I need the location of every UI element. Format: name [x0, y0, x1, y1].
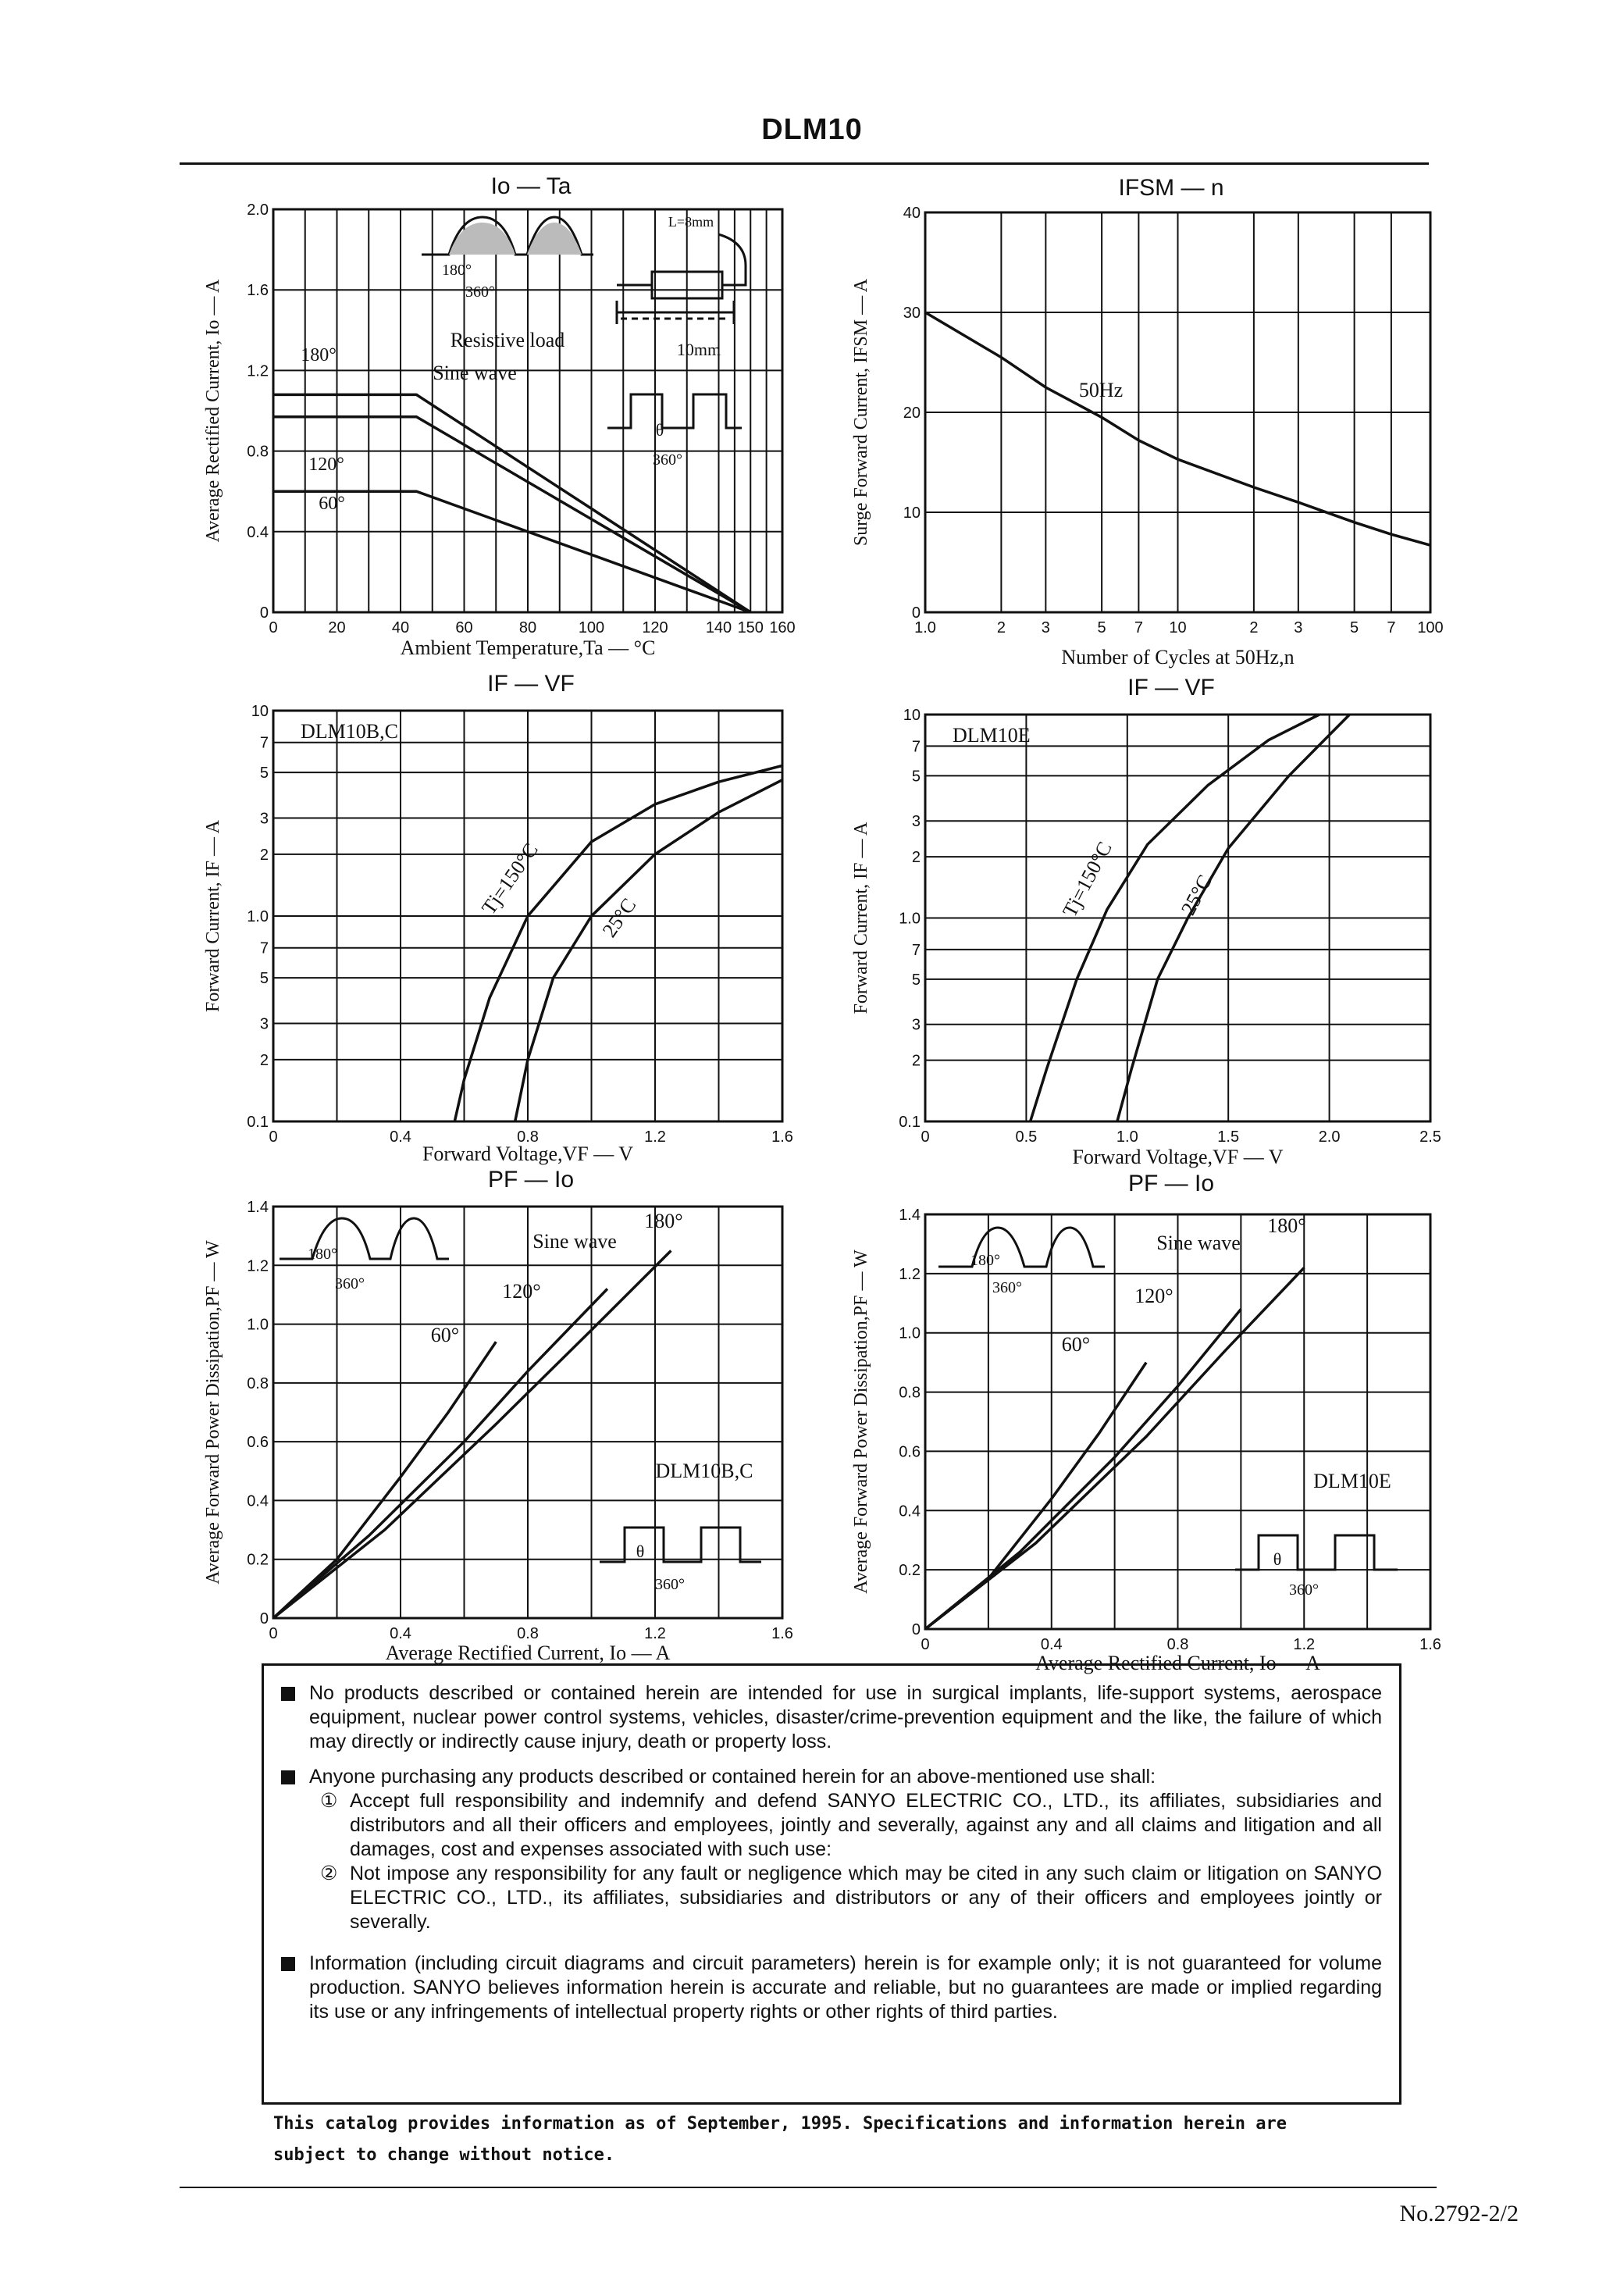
io-ta-chart	[273, 209, 782, 612]
notice-subitem	[281, 1862, 1382, 1934]
if-vf-e-y-tick-label: 7	[911, 941, 921, 959]
pf-io-bc-y-axis-label: Average Forward Power Dissipation,PF — W	[203, 1240, 223, 1585]
if-vf-bc-y-axis-label: Forward Current, IF — A	[203, 820, 223, 1012]
pf-io-bc-annotation: θ	[636, 1542, 645, 1561]
pf-io-bc-annotation: 120°	[502, 1280, 541, 1303]
pf-io-bc-title: PF — Io	[487, 1167, 575, 1192]
pf-io-e-x-tick-label: 0	[921, 1636, 930, 1653]
pf-io-bc-annotation: 60°	[430, 1324, 460, 1346]
pf-io-bc-y-tick-label: 1.0	[247, 1316, 269, 1334]
io-ta-x-tick-label: 60	[455, 619, 473, 636]
io-ta-y-tick-label: 1.6	[247, 282, 269, 300]
io-ta-y-axis-label: Average Rectified Current, Io — A	[203, 279, 223, 543]
pf-io-bc-y-tick-label: 0.4	[247, 1492, 269, 1510]
ifsm-n-x-tick-label: 1.0	[914, 619, 936, 636]
pf-io-bc-annotation: Sine wave	[532, 1230, 617, 1253]
notice-text: Not impose any responsibility for any fault or negligence which may be cited in any such claim or litigation on SANYO ELECTRIC CO., LTD., its affiliates, subsidiaries and distributors or any of their officers and employees jointly or severally.	[350, 1863, 1382, 1933]
io-ta-x-tick-label: 80	[518, 619, 537, 636]
ifsm-n-y-tick-label: 0	[911, 604, 921, 622]
if-vf-bc-x-axis-label: Forward Voltage,VF — V	[422, 1143, 634, 1165]
pf-io-e-x-tick-label: 1.6	[1419, 1636, 1441, 1653]
if-vf-e-y-tick-label: 0.1	[899, 1114, 921, 1131]
if-vf-bc-x-tick-label: 1.6	[771, 1128, 793, 1146]
pf-io-bc-inset	[280, 1218, 761, 1562]
pf-io-e-y-tick-label: 0.2	[899, 1562, 921, 1580]
io-ta-y-tick-label: 0	[259, 604, 269, 622]
circled-number: ①	[320, 1790, 338, 1812]
notice-text: Information (including circuit diagrams and circuit parameters) herein is for example only; it is not guaranteed for volume production. SANYO believes information herein is accurate and reliable, but no guarantees are made or implied regarding its use or any infringements of intellectual property rights or other rights of third parties.	[309, 1952, 1382, 2023]
ifsm-n-chart	[925, 212, 1430, 612]
ifsm-n-x-axis-label: Number of Cycles at 50Hz,n	[1061, 646, 1295, 668]
page-number: No.2792-2/2	[1399, 2201, 1519, 2226]
pf-io-bc-annotation: 180°	[644, 1210, 683, 1232]
pf-io-e-x-tick-label: 1.2	[1293, 1636, 1316, 1653]
if-vf-e-y-tick-label: 2	[911, 849, 921, 867]
pf-io-bc-x-axis-label: Average Rectified Current, Io — A	[385, 1642, 671, 1664]
notice-paragraph	[281, 1765, 1382, 1789]
if-vf-e-series-label: Tj=150°C	[1058, 838, 1116, 921]
if-vf-bc-y-tick-label: 5	[259, 970, 269, 988]
io-ta-y-tick-label: 1.2	[247, 362, 269, 380]
if-vf-bc-chart	[273, 711, 782, 1121]
catalog-line: This catalog provides information as of September, 1995. Specifications and information herein are	[273, 2114, 1287, 2134]
ifsm-n-x-tick-label: 10	[1169, 619, 1187, 636]
if-vf-e-series-label: 25°C	[1177, 871, 1216, 919]
io-ta-x-tick-label: 0	[269, 619, 278, 636]
catalog-notice	[273, 2109, 1366, 2171]
if-vf-e-title: IF — VF	[1127, 675, 1215, 701]
ifsm-n-x-tick-label: 3	[1294, 619, 1303, 636]
if-vf-e-y-tick-label: 10	[903, 707, 921, 724]
ifsm-n-y-tick-label: 20	[903, 405, 921, 422]
if-vf-e-x-axis-label: Forward Voltage,VF — V	[1072, 1146, 1284, 1168]
ifsm-n-x-tick-label: 7	[1134, 619, 1143, 636]
bullet-icon	[281, 1957, 295, 1971]
if-vf-bc-series-label: 25°C	[597, 893, 641, 942]
if-vf-e-y-tick-label: 7	[911, 738, 921, 756]
if-vf-bc-y-tick-label: 2	[259, 1051, 269, 1069]
pf-io-bc-y-tick-label: 0.6	[247, 1434, 269, 1452]
io-ta-annotation: Sine wave	[433, 362, 517, 384]
if-vf-e-y-tick-label: 5	[911, 971, 921, 989]
pf-io-e-annotation: Sine wave	[1156, 1232, 1241, 1254]
if-vf-bc-x-tick-label: 0	[269, 1128, 278, 1146]
if-vf-bc-x-tick-label: 1.2	[644, 1128, 666, 1146]
if-vf-e-y-axis-label: Forward Current, IF — A	[851, 822, 871, 1014]
io-ta-annotation: 180°	[301, 345, 337, 365]
pf-io-e-x-axis-label: Average Rectified Current, Io — A	[1035, 1652, 1320, 1674]
document-title: DLM10	[761, 113, 863, 146]
io-ta-x-tick-label: 40	[391, 619, 410, 636]
pf-io-e-subtitle: DLM10E	[1313, 1470, 1391, 1492]
bullet-icon	[281, 1770, 295, 1784]
if-vf-bc-y-tick-label: 3	[259, 1015, 269, 1033]
pf-io-bc-annotation: 180°	[308, 1246, 337, 1263]
if-vf-bc-subtitle: DLM10B,C	[301, 720, 398, 743]
io-ta-annotation: 180°	[442, 262, 472, 279]
notice-text: No products described or contained herein are intended for use in surgical implants, life-support systems, aerospace equipment, nuclear power control systems, vehicles, disaster/crime-prevention equipment and the like, the failure of which may directly or indirectly cause injury, death or property loss.	[309, 1682, 1382, 1752]
pf-io-e-y-tick-label: 0.8	[899, 1384, 921, 1402]
pf-io-e-series-line	[925, 1363, 1146, 1629]
ifsm-n-x-tick-label: 3	[1041, 619, 1050, 636]
pf-io-e-y-tick-label: 1.0	[899, 1324, 921, 1342]
io-ta-title: Io — Ta	[490, 173, 572, 199]
if-vf-e-y-tick-label: 3	[911, 1016, 921, 1034]
io-ta-x-tick-label: 150	[737, 619, 764, 636]
pf-io-bc-y-tick-label: 1.4	[247, 1199, 269, 1216]
pf-io-e-annotation: θ	[1273, 1549, 1282, 1569]
if-vf-e-x-tick-label: 2.0	[1318, 1128, 1341, 1146]
io-ta-x-tick-label: 140	[705, 619, 732, 636]
pf-io-bc-x-tick-label: 0.8	[517, 1625, 539, 1642]
pf-io-e-series-line	[925, 1309, 1241, 1629]
io-ta-inset-package	[617, 234, 746, 324]
io-ta-annotation: 60°	[319, 494, 345, 514]
if-vf-bc-y-tick-label: 7	[259, 734, 269, 752]
ifsm-n-x-tick-label: 2	[996, 619, 1006, 636]
ifsm-n-x-tick-label: 100	[1417, 619, 1444, 636]
catalog-line: subject to change without notice.	[273, 2145, 615, 2165]
io-ta-x-tick-label: 20	[328, 619, 346, 636]
ifsm-n-y-tick-label: 40	[903, 205, 921, 222]
io-ta-annotation: θ	[655, 420, 664, 440]
ifsm-n-annotation: 50Hz	[1078, 379, 1124, 401]
if-vf-e-x-tick-label: 2.5	[1419, 1128, 1441, 1146]
io-ta-series-line	[273, 417, 750, 612]
if-vf-bc-y-tick-label: 2	[259, 846, 269, 864]
if-vf-e-chart	[925, 715, 1430, 1121]
circled-number: ②	[320, 1863, 338, 1884]
pf-io-e-annotation: 120°	[1134, 1285, 1173, 1307]
pf-io-bc-y-tick-label: 0.2	[247, 1551, 269, 1569]
ifsm-n-y-tick-label: 10	[903, 504, 921, 522]
pf-io-e-y-tick-label: 0.4	[899, 1503, 921, 1520]
pf-io-e-annotation: 180°	[1267, 1214, 1306, 1237]
if-vf-bc-y-tick-label: 7	[259, 939, 269, 957]
io-ta-annotation: 360°	[465, 283, 495, 301]
if-vf-e-y-tick-label: 1.0	[899, 910, 921, 928]
pf-io-e-x-tick-label: 0.4	[1040, 1636, 1063, 1653]
if-vf-bc-y-tick-label: 1.0	[247, 908, 269, 925]
io-ta-annotation: 10mm	[676, 340, 721, 359]
io-ta-x-tick-label: 120	[642, 619, 668, 636]
io-ta-annotation: 120°	[308, 455, 344, 475]
if-vf-bc-x-tick-label: 0.4	[390, 1128, 411, 1146]
ifsm-n-y-axis-label: Surge Forward Current, IFSM — A	[851, 278, 871, 547]
io-ta-annotation: 360°	[653, 451, 682, 469]
ifsm-n-x-tick-label: 5	[1350, 619, 1359, 636]
ifsm-n-x-tick-label: 7	[1387, 619, 1396, 636]
io-ta-x-tick-label: 160	[769, 619, 796, 636]
pf-io-e-annotation: 360°	[992, 1279, 1022, 1296]
if-vf-bc-y-tick-label: 10	[251, 703, 269, 720]
if-vf-bc-x-tick-label: 0.8	[517, 1128, 539, 1146]
pf-io-e-annotation: 60°	[1061, 1333, 1091, 1356]
io-ta-x-tick-label: 100	[578, 619, 605, 636]
pf-io-bc-annotation: 360°	[335, 1275, 365, 1292]
ifsm-n-x-tick-label: 2	[1249, 619, 1259, 636]
if-vf-bc-series-label: Tj=150°C	[477, 839, 543, 919]
if-vf-bc-title: IF — VF	[487, 671, 575, 697]
pf-io-e-y-tick-label: 1.4	[899, 1207, 921, 1224]
if-vf-bc-series-line	[515, 780, 782, 1121]
pf-io-e-y-axis-label: Average Forward Power Dissipation,PF — W	[851, 1250, 871, 1594]
if-vf-bc-y-tick-label: 3	[259, 810, 269, 828]
if-vf-e-x-tick-label: 0	[921, 1128, 930, 1146]
io-ta-y-tick-label: 2.0	[247, 201, 269, 219]
if-vf-e-y-tick-label: 5	[911, 768, 921, 786]
pf-io-e-y-tick-label: 0	[911, 1621, 921, 1638]
pf-io-e-annotation: 360°	[1289, 1581, 1319, 1599]
pf-io-bc-subtitle: DLM10B,C	[655, 1460, 753, 1482]
pf-io-e-chart	[925, 1214, 1430, 1629]
ifsm-n-y-tick-label: 30	[903, 305, 921, 322]
notice-paragraph	[281, 1681, 1382, 1754]
pf-io-e-title: PF — Io	[1127, 1171, 1215, 1196]
io-ta-y-tick-label: 0.4	[247, 523, 269, 541]
if-vf-e-x-tick-label: 1.0	[1116, 1128, 1138, 1146]
ifsm-n-title: IFSM — n	[1118, 175, 1224, 201]
notice-text: Anyone purchasing any products described or contained herein for an above-mentioned use shall:	[309, 1766, 1156, 1788]
io-ta-x-axis-label: Ambient Temperature,Ta — °C	[400, 636, 656, 659]
pf-io-bc-x-tick-label: 0	[269, 1625, 278, 1642]
pf-io-e-y-tick-label: 0.6	[899, 1443, 921, 1461]
notice-subitem	[281, 1789, 1382, 1862]
ifsm-n-x-tick-label: 5	[1097, 619, 1106, 636]
if-vf-bc-series-line	[454, 765, 782, 1121]
pf-io-e-y-tick-label: 1.2	[899, 1265, 921, 1283]
pf-io-bc-y-tick-label: 0.8	[247, 1374, 269, 1392]
pf-io-bc-x-tick-label: 0.4	[390, 1625, 411, 1642]
footer-rule	[180, 2187, 1437, 2188]
if-vf-e-y-tick-label: 2	[911, 1052, 921, 1070]
pf-io-bc-x-tick-label: 1.6	[771, 1625, 793, 1642]
if-vf-e-x-tick-label: 1.5	[1217, 1128, 1240, 1146]
pf-io-bc-y-tick-label: 1.2	[247, 1257, 269, 1275]
io-ta-inset-sine	[422, 217, 593, 255]
bullet-icon	[281, 1687, 295, 1701]
pf-io-bc-x-tick-label: 1.2	[644, 1625, 666, 1642]
pf-io-e-x-tick-label: 0.8	[1166, 1636, 1189, 1653]
if-vf-e-subtitle: DLM10E	[953, 724, 1031, 747]
pf-io-bc-annotation: 360°	[655, 1576, 685, 1593]
disclaimer-notice	[262, 1663, 1401, 2105]
io-ta-annotation: Resistive load	[450, 329, 565, 351]
io-ta-inset-square	[607, 394, 742, 428]
io-ta-annotation: L=8mm	[668, 214, 714, 230]
io-ta-y-tick-label: 0.8	[247, 443, 269, 461]
pf-io-bc-chart	[273, 1207, 782, 1618]
if-vf-e-x-tick-label: 0.5	[1015, 1128, 1038, 1146]
if-vf-e-y-tick-label: 3	[911, 813, 921, 831]
notice-text: Accept full responsibility and indemnify and defend SANYO ELECTRIC CO., LTD., its affiliates, subsidiaries and distributors and all their officers and employees, jointly and severally, against any and all claims and litigation and all damages, cost and expenses associated with such use:	[350, 1790, 1382, 1860]
pf-io-bc-y-tick-label: 0	[259, 1610, 269, 1627]
pf-io-e-annotation: 180°	[970, 1252, 1000, 1269]
notice-paragraph	[281, 1952, 1382, 2024]
if-vf-bc-y-tick-label: 5	[259, 765, 269, 783]
if-vf-bc-y-tick-label: 0.1	[247, 1114, 269, 1131]
